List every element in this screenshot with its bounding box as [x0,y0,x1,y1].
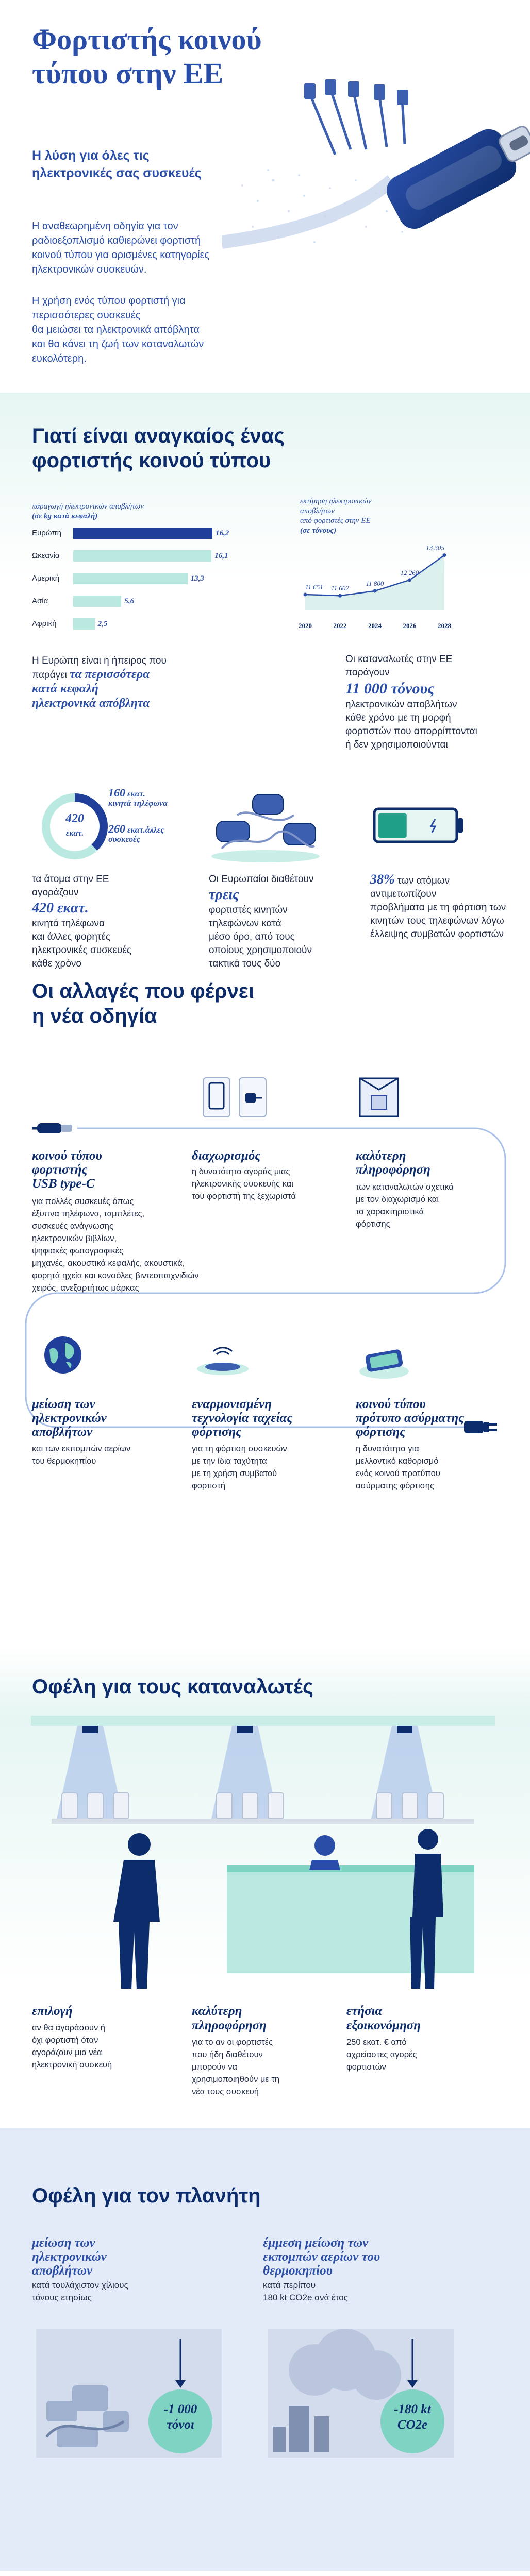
consumers-waste-line: ή δεν χρησιμοποιούνται [345,739,448,750]
usb-c-desc-line: ηλεκτρονικών βιβλίων, [32,1234,117,1243]
three-chargers-line: φορτιστές κινητών [209,905,288,916]
usb-c-desc-line: φορητά ηχεία και κονσόλες βιντεοπαιχνιδιών [32,1271,199,1280]
waste-per-capita-bar-chart [32,528,249,646]
unbundle-desc-line: η δυνατότητα αγοράς μιας [192,1167,290,1176]
planet-waste-desc-line: κατά τουλάχιστον χίλιους [32,2280,128,2290]
usb-c-desc-line: συσκευές ανάγνωσης [32,1222,113,1231]
bar-value-label: 5,6 [124,597,135,605]
shop-illustration [31,1716,495,1994]
line-point-4 [443,553,446,557]
consumer-info-title-line: καλύτερη [192,2004,242,2018]
line-value-label: 11 602 [331,584,349,592]
planet-waste-title-line: ηλεκτρονικών [32,2250,107,2264]
usb-c-title-line: κοινού τύπου [32,1149,102,1163]
bar-chart-title-line: παραγωγή ηλεκτρονικών αποβλήτων [32,502,144,511]
subtitle-line-2: ηλεκτρονικές σας συσκευές [32,166,202,180]
three-chargers-line: τηλεφώνων κατά [209,918,281,929]
wireless-desc-line: μελλοντικό καθορισμό [356,1456,439,1466]
line-year-label: 2026 [403,622,417,630]
changes-title [32,979,254,1028]
line-chart-title-line: εκτίμηση ηλεκτρονικών [300,497,372,505]
savings-desc [346,2036,417,2073]
bar-region-label: Ευρώπη [32,529,61,537]
savings-desc-line: αχρείαστες αγορές [346,2050,417,2059]
consumer-info-desc-line: που ήδη διαθέτουν [192,2050,263,2059]
europe-caption-highlight: κατά κεφαλή [32,682,98,696]
bar-chart-title-line: (σε kg κατά κεφαλή) [32,512,98,520]
bar-value-label: 16,1 [214,552,228,560]
consumers-waste-text [345,653,477,752]
planet-waste-title [32,2236,107,2278]
planet-waste-title-line: μείωση των [32,2236,95,2250]
waste-desc-line: και των εκπομπών αερίων [32,1444,131,1453]
line-year-label: 2020 [299,622,312,630]
charger-plug-icon [238,1077,267,1118]
waste-title-line: ηλεκτρονικών [32,1411,107,1425]
line-year-label: 2028 [438,622,451,630]
phone-icon [202,1077,231,1118]
why-section [0,393,530,979]
battery-line: κινητών τους τηλεφώνων λόγω [370,916,504,926]
savings-title-line: ετήσια [346,2004,383,2018]
planet-title: Οφέλη για τον πλανήτη [32,2184,261,2207]
unbundle-desc-line: του φορτιστή της ξεχωριστά [192,1192,296,1201]
battery-pct: 38% [370,872,395,887]
waste-title-line: αποβλήτων [32,1425,93,1439]
bar-region-label: Ωκεανία [32,551,60,560]
consumers-waste-highlight: 11 000 τόνους [345,680,435,697]
consumer-info-title [192,2004,267,2033]
planet-co2-title-line: έμμεση μείωση των [263,2236,369,2250]
choice-desc-line: όχι φορτιστή όταν [32,2036,98,2045]
waste-reduction-desc [32,1443,130,1467]
donut-other-unit: εκατ.άλλες [127,826,164,835]
intro-p2-line: περισσότερες συσκευές [32,310,141,321]
usb-c-desc-line: ψηφιακές φωτογραφικές [32,1246,123,1256]
usb-c-cable-illustration [222,77,530,263]
bar-region-label: Αφρική [32,619,57,628]
chargers-pile-illustration [206,784,325,867]
why-title-line: Γιατί είναι αναγκαίος ένας [32,425,285,447]
waste-pile-illustration [26,2308,232,2463]
intro-p1-line: Η αναθεωρημένη οδηγία για τον [32,221,178,232]
wireless-phone-icon [356,1345,412,1381]
unbundle-title [192,1149,260,1163]
donut-phones-value: 160 [108,786,125,799]
intro-p2-line: θα μειώσει τα ηλεκτρονικά απόβλητα [32,324,200,335]
planet-waste-title-line: αποβλήτων [32,2264,93,2278]
fast-title-line: τεχνολογία ταχείας [192,1411,293,1425]
usb-cable-icon [32,1118,84,1139]
bar-chart-title [32,502,144,521]
donut-other-text: συσκευές [108,835,140,844]
fast-desc-line: φορτιστή [192,1481,226,1490]
line-point-1 [338,594,342,598]
consumers-waste-line: φορτιστών που απορρίπτονται [345,726,477,737]
donut-center-value: 420 [65,812,84,825]
planet-waste-desc-line: τόνους ετησίως [32,2293,92,2302]
europe-caption-line: Η Ευρώπη είναι η ήπειρος που [32,655,167,666]
devices-line: και άλλες φορητές [32,931,111,942]
devices-donut-chart [39,790,111,862]
unbundle-title-text: διαχωρισμός [192,1149,261,1163]
co2-badge-unit: CO2e [397,2418,428,2432]
consumer-info-title-line: πληροφόρηση [192,2019,267,2032]
europe-caption-highlight: ηλεκτρονικά απόβλητα [32,697,150,710]
three-chargers-highlight: τρεις [209,887,239,903]
three-chargers-line: οποίους χρησιμοποιούν [209,945,312,956]
usb-c-title-line: USB type-C [32,1177,95,1191]
three-chargers-line: Οι Ευρωπαίοι διαθέτουν [209,874,314,885]
line-year-label: 2024 [368,622,382,630]
fast-desc-line: για τη φόρτιση συσκευών [192,1444,287,1453]
intro-p1-line: ραδιοεξοπλισμό καθιερώνει φορτιστή [32,235,201,246]
usb-c-title-line: φορτιστής [32,1163,88,1177]
unbundle-desc [192,1165,296,1202]
co2-badge-value: -180 kt [394,2402,431,2416]
fast-desc-line: με την ίδια ταχύτητα [192,1456,267,1466]
bar-3 [73,596,121,607]
europe-caption [32,654,167,711]
devices-line: κάθε χρόνο [32,958,81,969]
fast-title-line: φόρτισης [192,1425,242,1439]
usb-c-title [32,1149,102,1191]
three-chargers-line: μέσο όρο, από τους [209,931,295,942]
battery-line: έλλειψης συμβατών φορτιστών [370,929,504,940]
consumers-title: Οφέλη για τους καταναλωτές [32,1675,313,1698]
consumer-info-desc-line: για το αν οι φορτιστές [192,2038,273,2047]
wireless-title [356,1397,464,1439]
consumers-waste-line: παράγουν [345,667,390,678]
fast-title-line: εναρμονισμένη [192,1397,272,1411]
usb-c-desc-line: για πολλές συσκευές όπως [32,1197,134,1206]
co2-cloud-illustration [258,2308,464,2463]
consumer-info-desc-line: χρησιμοποιηθούν με τη [192,2075,280,2084]
title-line-1: Φορτιστής κοινού [32,23,262,56]
choice-desc-line: αγοράζουν μια νέα [32,2048,102,2057]
line-value-label: 11 800 [366,580,384,588]
consumers-waste-line: Οι καταναλωτές στην ΕΕ [345,654,453,665]
planet-co2-desc-line: κατά περίπου [263,2280,316,2290]
usb-c-desc-line: έξυπνα τηλέφωνα, ταμπλέτες, [32,1209,145,1218]
line-value-label: 13 305 [426,544,444,552]
info-desc-line: φόρτισης [356,1219,390,1229]
donut-phones-label [108,788,168,808]
line-point-2 [373,589,377,593]
planet-co2-title-line: θερμοκηπίου [263,2264,333,2278]
choice-title: επιλογή [32,2004,73,2018]
devices-line: τα άτομα στην ΕΕ [32,874,109,885]
changes-section [0,979,530,1649]
planet-co2-desc-line: 180 kt CO2e ανά έτος [263,2293,348,2302]
battery-icon [372,805,465,846]
fast-charging-pad-icon [192,1347,254,1378]
bar-value-label: 2,5 [97,620,108,628]
consumer-info-desc-line: μπορούν να [192,2062,238,2072]
info-title [356,1149,430,1177]
wireless-title-line: πρότυπο ασύρματης [356,1411,465,1425]
choice-desc [32,2022,112,2071]
unbundle-desc-line: ηλεκτρονικής συσκευής και [192,1179,293,1189]
bar-0 [73,528,212,539]
waste-desc-line: του θερμοκηπίου [32,1456,96,1466]
waste-badge-unit: τόνοι [167,2418,194,2432]
devices-line: κινητά τηλέφωνα [32,918,105,929]
header-subtitle [32,147,202,182]
intro-p2-line: ευκολότερη. [32,353,87,364]
battery-line: προβλήματα με τη φόρτιση των [370,902,506,913]
donut-other-value: 260 [108,822,125,835]
line-point-0 [304,592,307,596]
info-desc-line: τα χαρακτηριστικά [356,1207,424,1216]
bar-2 [73,573,188,584]
europe-caption-highlight: τα περισσότερα [70,668,150,681]
charger-box-icon [356,1074,402,1121]
info-title-line: καλύτερη [356,1149,406,1163]
planet-co2-title [263,2236,380,2278]
why-title [32,423,285,473]
subtitle-line-1: Η λύση για όλες τις [32,148,150,163]
earth-icon [42,1334,84,1376]
bar-1 [73,550,211,562]
savings-desc-line: 250 εκατ. € από [346,2038,407,2047]
planet-section [0,2128,530,2571]
plug-icon [464,1412,500,1443]
consumers-waste-line: ηλεκτρονικών αποβλήτων [345,699,457,710]
three-chargers-line: τακτικά τους δύο [209,958,281,969]
intro-p2-line: και θα κάνει τη ζωή των καταναλωτών [32,338,204,350]
consumer-info-desc [192,2036,279,2098]
wireless-title-line: φόρτισης [356,1425,406,1439]
waste-title-line: μείωση των [32,1397,95,1411]
devices-line: ηλεκτρονικές συσκευές [32,945,131,956]
usb-c-desc [32,1195,198,1294]
battery-line: αντιμετωπίζουν [370,889,437,900]
waste-reduction-title [32,1397,107,1439]
battery-line: των ατόμων [394,875,450,886]
intro-p1-line: κοινού τύπου για ορισμένες κατηγορίες [32,249,210,261]
donut-other-label [108,824,164,844]
planet-co2-desc [263,2279,348,2304]
planet-waste-desc [32,2279,128,2304]
wireless-desc-line: ενός κοινού προτύπου [356,1469,440,1478]
title-line-2: τύπου στην ΕΕ [32,57,224,90]
bar-4 [73,618,95,630]
usb-c-desc-line: χειρός, ανεξαρτήτως μάρκας [32,1283,139,1293]
line-chart-title-line: από φορτιστές στην ΕΕ [300,517,371,525]
line-chart-title [300,497,371,536]
donut-center-unit: εκατ. [65,829,84,838]
battery-text [370,873,506,941]
three-chargers-text [209,873,313,971]
intro-paragraph-1 [32,219,209,277]
bar-region-label: Αμερική [32,574,60,583]
savings-desc-line: φορτιστών [346,2062,386,2072]
info-desc-line: των καταναλωτών σχετικά [356,1182,454,1192]
devices-line: αγοράζουν [32,887,79,898]
savings-title-line: εξοικονόμηση [346,2019,421,2032]
line-chart-title-line: (σε τόνους) [300,527,337,535]
info-desc [356,1181,454,1230]
devices-highlight: 420 εκατ. [32,900,89,916]
why-title-line: φορτιστής κοινού τύπου [32,449,271,472]
wireless-desc-line: ασύρματης φόρτισης [356,1481,434,1490]
line-chart-title-line: αποβλήτων [300,507,335,515]
line-value-label: 12 260 [400,568,419,577]
wireless-desc [356,1443,440,1492]
waste-badge-value: -1 000 [163,2402,197,2416]
changes-title-line: η νέα οδηγία [32,1005,157,1027]
consumer-info-desc-line: νέα τους συσκευή [192,2087,259,2096]
info-title-line: πληροφόρηση [356,1163,430,1177]
bar-value-label: 16,2 [216,529,229,537]
intro-p1-line: ηλεκτρονικών συσκευών. [32,264,147,275]
bar-region-label: Ασία [32,597,48,605]
usb-c-desc-line: μηχανές, ακουστικά κεφαλής, ακουστικά, [32,1259,185,1268]
choice-desc-line: ηλεκτρονική συσκευή [32,2060,112,2070]
line-value-label: 11 651 [305,583,323,591]
fast-charging-desc [192,1443,287,1492]
intro-p2-line: Η χρήση ενός τύπου φορτιστή για [32,295,186,307]
wireless-title-line: κοινού τύπου [356,1397,426,1411]
fast-charging-title [192,1397,293,1439]
devices-text [32,873,131,971]
charger-waste-line-chart [295,538,465,641]
info-desc-line: με τον διαχωρισμό και [356,1195,439,1204]
consumers-section [0,1649,530,2128]
line-point-3 [408,578,411,582]
europe-caption-line: παράγει [32,670,70,681]
donut-phones-unit: εκατ. [127,790,145,799]
intro-paragraph-2 [32,294,204,366]
wireless-desc-line: η δυνατότητα για [356,1444,419,1453]
footer [0,2571,530,2576]
savings-title [346,2004,421,2033]
fast-desc-line: με τη χρήση συμβατού [192,1469,277,1478]
bar-value-label: 13,3 [190,574,204,583]
line-year-label: 2022 [333,622,347,630]
changes-title-line: Οι αλλαγές που φέρνει [32,980,254,1003]
planet-co2-title-line: εκπομπών αερίων του [263,2250,380,2264]
header-section [0,0,530,392]
consumers-waste-line: κάθε χρόνο με τη μορφή [345,713,451,723]
donut-phones-text: κινητά τηλέφωνα [108,799,168,808]
choice-desc-line: αν θα αγοράσουν ή [32,2023,105,2032]
